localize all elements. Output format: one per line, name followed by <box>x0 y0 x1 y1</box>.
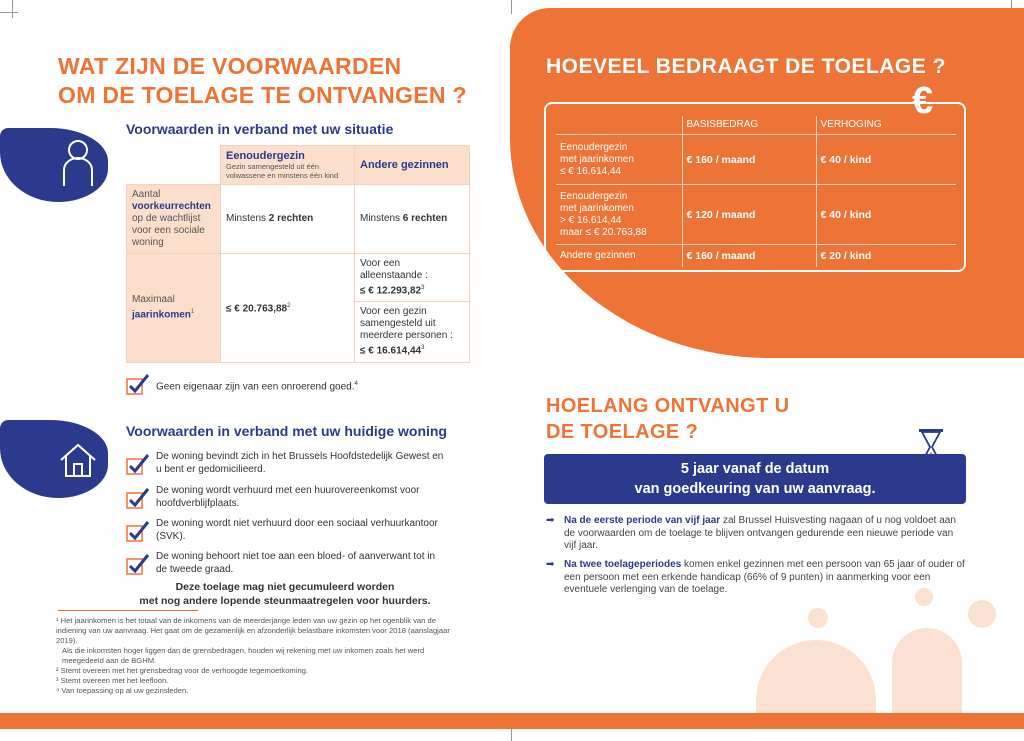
row-label-max-income <box>127 254 221 363</box>
checkmark-icon <box>126 520 148 540</box>
amount-title: HOEVEEL BEDRAAGT DE TOELAGE ? <box>546 55 946 78</box>
footnotes <box>56 616 466 696</box>
row1-label-pre: Aantal <box>132 189 161 200</box>
row2-label-bold: jaarinkomen <box>132 309 191 321</box>
checkmark-icon <box>126 373 148 393</box>
row1-col2-pre: Minstens <box>360 213 403 224</box>
amount-corner <box>556 116 682 135</box>
main-title-line1: WAT ZIJN DE VOORWAARDEN <box>58 53 402 79</box>
footnote-ref: 2 <box>287 303 291 310</box>
row1-label-post: op de wachtlijst voor een sociale woning <box>132 213 205 248</box>
row1-col1-pre: Minstens <box>226 213 269 224</box>
cumulation-note <box>100 580 470 608</box>
amount-increase: € 40 / kind <box>816 185 956 245</box>
row-label-preference-rights <box>127 185 221 254</box>
col-header-increase: VERHOGING <box>816 116 956 135</box>
bullet1-text: zal Brussel Huisvesting nagaan of u nog voldoet aan de voorwaarden om de toelage te blijven ontvangen gedurende een nieuwe periode van vijf jaar. <box>564 515 956 551</box>
footnote-ref: 4 <box>354 381 358 387</box>
row2-col2b-value: ≤ € 16.614,44 <box>360 345 422 357</box>
check-item-1 <box>126 450 446 476</box>
cell-rights-other <box>355 185 470 254</box>
footnote-ref: 3 <box>421 345 425 352</box>
footnote-ref: 3 <box>421 285 425 291</box>
table-corner <box>127 146 221 185</box>
bullet-two-periods <box>546 559 966 597</box>
row1-col1-bold: 2 rechten <box>268 213 314 224</box>
amount-basis: € 120 / maand <box>682 185 816 245</box>
check-item-2 <box>126 484 446 510</box>
row2-col2a-value: ≤ € 12.293,82 <box>360 285 422 297</box>
bullet2-text: komen enkel gezinnen met een persoon van 65 jaar of ouder of een persoon met een erkende handicap (66% of 9 punten) in aanmerking voor een eventuele verlenging van de toelage. <box>564 559 965 595</box>
col1-title: Eenoudergezin <box>226 150 305 162</box>
euro-icon: € <box>912 80 934 122</box>
decorative-splash <box>756 640 876 713</box>
cumulation-note-line1: Deze toelage mag niet gecumuleerd worden <box>175 581 395 593</box>
person-blob <box>0 128 108 202</box>
check-item-3 <box>126 517 446 543</box>
duration-title <box>546 393 866 445</box>
house-icon <box>58 440 98 480</box>
footnote-3: ³ Stemt overeen met het leefloon. <box>56 676 169 685</box>
duration-line1: 5 jaar vanaf de datum <box>680 461 830 477</box>
crop-mark <box>511 0 512 14</box>
checkmark-icon <box>126 487 148 507</box>
check-owner-text: Geen eigenaar zijn van een onroerend goed.$^4$ <box>156 381 358 393</box>
footnote-1b: Als die inkomsten hoger liggen dan de grensbedragen, houden wij rekening met uw inkomen zoals het werd meegedeeld aan de BGHM. <box>62 646 425 665</box>
table-row <box>556 185 956 245</box>
col-header-basis: BASISBEDRAG <box>682 116 816 135</box>
duration-title-line1: HOELANG ONTVANGT U <box>546 395 790 417</box>
amount-row-label: Eenoudergezin met jaarinkomen > € 16.614,44 maar ≤ € 20.763,88 <box>556 185 682 245</box>
checkmark-icon <box>126 453 148 473</box>
footnote-ref: 1 <box>190 309 195 316</box>
decorative-splash <box>892 628 962 713</box>
section-heading-situation: Voorwaarden in verband met uw situatie <box>126 121 394 137</box>
check-item-text: De woning wordt niet verhuurd door een sociaal verhuurkantoor (SVK). <box>156 518 438 542</box>
col-header-single-parent <box>221 146 355 185</box>
row2-col2a-pre: Voor een alleenstaande : <box>360 258 428 281</box>
bullet1-bold: Na de eerste periode van vijf jaar <box>564 515 721 526</box>
row2-col1-value: ≤ € 20.763,88 <box>226 303 288 315</box>
footnote-divider <box>58 610 198 611</box>
bullet-first-period <box>546 515 966 553</box>
decorative-splash <box>808 608 828 628</box>
row1-label-bold: voorkeurrechten <box>132 201 211 212</box>
footnote-4: ⁴ Van toepassing op al uw gezinsleden. <box>56 686 189 695</box>
cell-income-single-parent <box>221 254 355 363</box>
table-row <box>556 135 956 185</box>
cell-income-multi <box>355 302 470 362</box>
duration-title-line2: DE TOELAGE ? <box>546 421 699 443</box>
bullet2-bold: Na twee toelageperiodes <box>564 559 682 570</box>
row1-col2-bold: 6 rechten <box>402 213 448 224</box>
amount-basis: € 160 / maand <box>682 135 816 185</box>
crop-mark <box>511 727 512 741</box>
col1-subtitle: Gezin samengesteld uit één volwassene en minstens één kind <box>226 162 339 180</box>
amount-table <box>556 116 956 267</box>
bottom-bar <box>0 713 1024 729</box>
arrow-right-icon: ➡ <box>546 515 555 526</box>
decorative-splash <box>915 588 933 606</box>
col-header-other-families: Andere gezinnen <box>355 146 470 185</box>
checkmark-icon <box>126 553 148 573</box>
check-owner <box>126 372 358 393</box>
check-item-text: De woning behoort niet toe aan een bloed- of aanverwant tot in de tweede graad. <box>156 551 436 575</box>
check-item-text: De woning wordt verhuurd met een huurovereenkomst voor hoofdverblijfplaats. <box>156 485 420 509</box>
cell-income-single <box>355 254 470 302</box>
section-heading-housing: Voorwaarden in verband met uw huidige woning <box>126 423 447 439</box>
duration-line2: van goedkeuring van uw aanvraag. <box>634 481 876 497</box>
cell-rights-single-parent <box>221 185 355 254</box>
row2-label-pre: Maximaal <box>132 294 175 306</box>
duration-box <box>544 454 966 504</box>
amount-increase: € 20 / kind <box>816 245 956 267</box>
arrow-right-icon: ➡ <box>546 559 555 570</box>
crop-mark <box>0 12 18 13</box>
check-item-4 <box>126 550 446 576</box>
crop-mark <box>12 0 13 18</box>
row2-col2b-pre: Voor een gezin samengesteld uit meerdere personen : <box>360 306 453 342</box>
amount-row-label: Eenoudergezin met jaarinkomen ≤ € 16.614,44 <box>556 135 682 185</box>
amount-increase: € 40 / kind <box>816 135 956 185</box>
house-blob <box>0 420 108 498</box>
footnote-2: ² Stemt overeen met het grensbedrag voor de verhoogde tegemoetkoming. <box>56 666 309 675</box>
cumulation-note-line2: met nog andere lopende steunmaatregelen voor huurders. <box>139 595 431 607</box>
amount-row-label: Andere gezinnen <box>560 249 636 261</box>
main-title <box>58 52 478 110</box>
person-icon <box>58 138 98 188</box>
check-item-text: De woning bevindt zich in het Brussels Hoofdstedelijk Gewest en u bent er gedomicilieerd. <box>156 451 444 475</box>
footnote-1: ¹ Het jaarinkomen is het totaal van de inkomens van de meerderjarige leden van uw gezin op het ogenblik van de indiening van uw aanvraag. Het gaat om de gezamenlijk en afzonderlijk belastbare inkomsten voor 2018 (aanslagjaar 2019). <box>56 616 450 645</box>
amount-basis: € 160 / maand <box>682 245 816 267</box>
decorative-splash <box>968 600 996 628</box>
table-row <box>556 245 956 267</box>
conditions-table <box>126 145 470 363</box>
main-title-line2: OM DE TOELAGE TE ONTVANGEN ? <box>58 82 467 108</box>
